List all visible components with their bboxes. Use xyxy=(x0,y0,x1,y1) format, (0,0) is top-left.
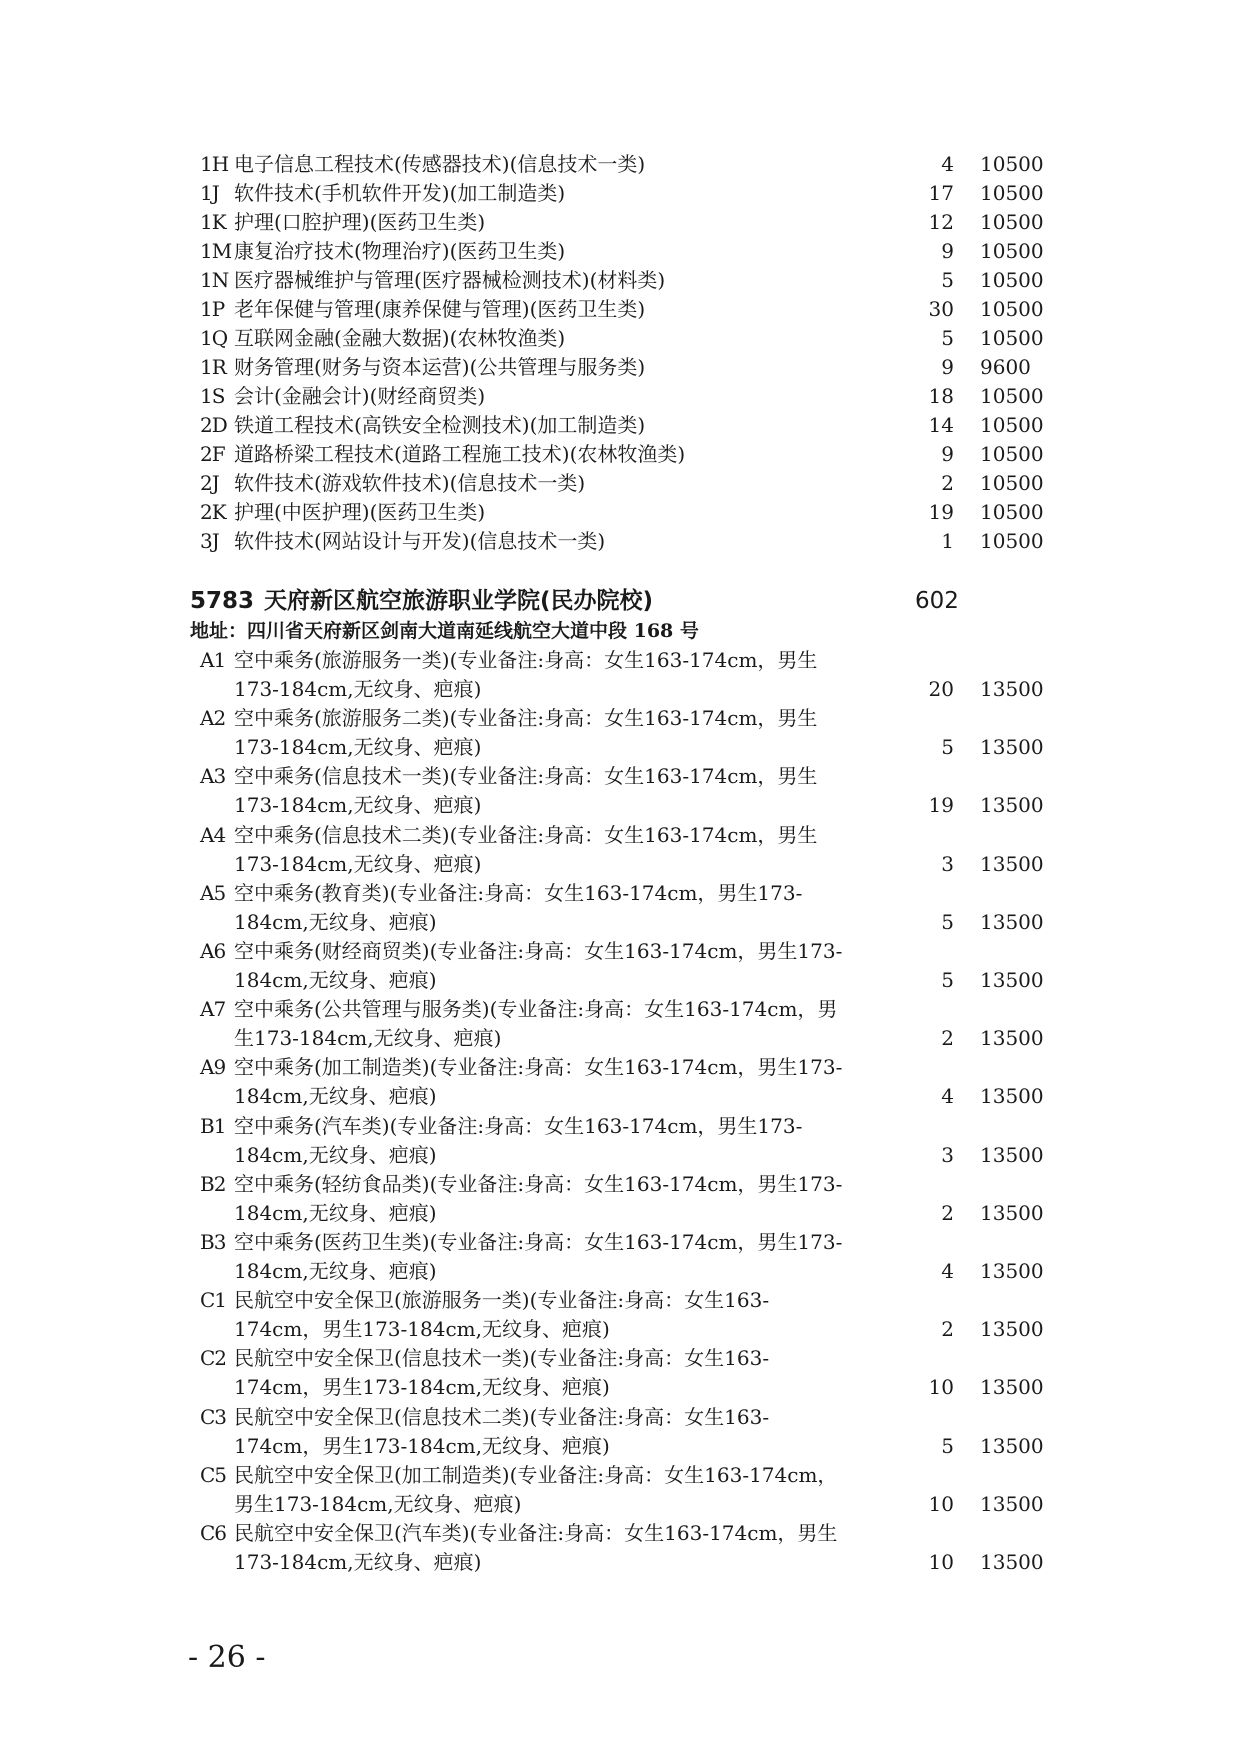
tuition-fee: 10500 xyxy=(980,268,1044,292)
program-name-line: 空中乘务(信息技术一类)(专业备注:身高：女生163-174cm，男生 xyxy=(234,764,818,789)
tuition-fee: 13500 xyxy=(980,1433,1044,1458)
program-code: 1Q xyxy=(200,326,228,350)
program-name-line: 民航空中安全保卫(信息技术二类)(专业备注:身高：女生163- xyxy=(234,1404,770,1429)
program-name-line: 软件技术(网站设计与开发)(信息技术一类) xyxy=(234,529,606,553)
program-name xyxy=(234,150,904,179)
program-code: 3J xyxy=(200,529,219,553)
program-name xyxy=(234,1228,904,1286)
program-name-line: 173-184cm,无纹身、疤痕) xyxy=(234,851,482,876)
program-name-line: 空中乘务(旅游服务一类)(专业备注:身高：女生163-174cm，男生 xyxy=(234,648,818,672)
enrollment-count: 5 xyxy=(941,909,954,934)
program-code: C6 xyxy=(200,1521,227,1545)
school-code: 5783 xyxy=(190,588,255,614)
tuition-fee: 10500 xyxy=(980,413,1044,437)
page-number: - 26 - xyxy=(188,1640,266,1675)
program-name xyxy=(234,324,904,353)
tuition-fee: 13500 xyxy=(980,909,1044,934)
tuition-fee: 13500 xyxy=(980,677,1044,701)
tuition-fee: 10500 xyxy=(980,181,1044,205)
tuition-fee: 10500 xyxy=(980,471,1044,495)
program-name xyxy=(234,821,904,879)
tuition-fee: 13500 xyxy=(980,1084,1044,1109)
tuition-fee: 13500 xyxy=(980,851,1044,876)
program-code: 1N xyxy=(200,268,229,292)
enrollment-count: 4 xyxy=(941,152,954,176)
program-name-line: 护理(中医护理)(医药卫生类) xyxy=(234,500,486,524)
enrollment-count: 9 xyxy=(941,442,954,466)
enrollment-count: 2 xyxy=(941,471,954,495)
program-name xyxy=(234,762,904,820)
school-total-count: 602 xyxy=(915,588,959,614)
enrollment-count: 30 xyxy=(928,297,954,321)
enrollment-count: 4 xyxy=(941,1084,954,1109)
tuition-fee: 10500 xyxy=(980,326,1044,350)
tuition-fee: 13500 xyxy=(980,1200,1044,1225)
enrollment-count: 9 xyxy=(941,355,954,379)
program-name-line: 道路桥梁工程技术(道路工程施工技术)(农林牧渔类) xyxy=(234,442,686,466)
tuition-fee: 10500 xyxy=(980,529,1044,553)
program-code: 2F xyxy=(200,442,225,466)
program-name-line: 173-184cm,无纹身、疤痕) xyxy=(234,735,482,760)
program-name-line: 民航空中安全保卫(加工制造类)(专业备注:身高：女生163-174cm， xyxy=(234,1462,838,1487)
tuition-fee: 10500 xyxy=(980,442,1044,466)
enrollment-count: 17 xyxy=(928,181,954,205)
program-name-line: 173-184cm,无纹身、疤痕) xyxy=(234,1550,482,1574)
enrollment-count: 19 xyxy=(928,793,954,818)
program-code: 2J xyxy=(200,471,219,495)
program-name-line: 民航空中安全保卫(汽车类)(专业备注:身高：女生163-174cm，男生 xyxy=(234,1521,838,1545)
enrollment-count: 10 xyxy=(928,1375,954,1400)
enrollment-count: 5 xyxy=(941,1433,954,1458)
program-name-line: 电子信息工程技术(传感器技术)(信息技术一类) xyxy=(234,152,646,176)
program-code: A6 xyxy=(200,939,226,963)
program-code: 1H xyxy=(200,152,229,176)
program-name xyxy=(234,295,904,324)
program-name-line: 男生173-184cm,无纹身、疤痕) xyxy=(234,1491,522,1516)
program-code: 1P xyxy=(200,297,225,321)
program-code: 1R xyxy=(200,355,226,379)
program-name xyxy=(234,995,904,1053)
program-name xyxy=(234,1053,904,1111)
program-name-line: 184cm,无纹身、疤痕) xyxy=(234,1142,437,1167)
school-heading xyxy=(190,586,1060,616)
program-code: 1S xyxy=(200,384,225,408)
program-name-line: 空中乘务(教育类)(专业备注:身高：女生163-174cm，男生173- xyxy=(234,880,803,905)
enrollment-count: 4 xyxy=(941,1259,954,1283)
tuition-fee: 13500 xyxy=(980,1259,1044,1283)
enrollment-count: 10 xyxy=(928,1550,954,1574)
program-name-line: 空中乘务(汽车类)(专业备注:身高：女生163-174cm，男生173- xyxy=(234,1113,803,1138)
program-name-line: 护理(口腔护理)(医药卫生类) xyxy=(234,210,486,234)
tuition-fee: 10500 xyxy=(980,297,1044,321)
enrollment-count: 5 xyxy=(941,268,954,292)
program-name-line: 医疗器械维护与管理(医疗器械检测技术)(材料类) xyxy=(234,268,666,292)
program-name xyxy=(234,179,904,208)
enrollment-count: 5 xyxy=(941,326,954,350)
school-address: 地址：四川省天府新区剑南大道南延线航空大道中段 168 号 xyxy=(190,620,699,642)
program-name xyxy=(234,1170,904,1228)
program-code: B3 xyxy=(200,1230,226,1254)
program-name-line: 174cm，男生173-184cm,无纹身、疤痕) xyxy=(234,1433,610,1458)
tuition-fee: 10500 xyxy=(980,210,1044,234)
program-name xyxy=(234,469,904,498)
enrollment-count: 14 xyxy=(928,413,954,437)
enrollment-count: 5 xyxy=(941,735,954,760)
program-code: 2K xyxy=(200,500,226,524)
tuition-fee: 13500 xyxy=(980,1550,1044,1574)
tuition-fee: 9600 xyxy=(980,355,1031,379)
program-name-line: 互联网金融(金融大数据)(农林牧渔类) xyxy=(234,326,566,350)
program-code: 1M xyxy=(200,239,232,263)
program-name-line: 空中乘务(医药卫生类)(专业备注:身高：女生163-174cm，男生173- xyxy=(234,1230,843,1254)
program-name xyxy=(234,208,904,237)
program-name xyxy=(234,1112,904,1170)
program-code: A7 xyxy=(200,997,226,1022)
tuition-fee: 13500 xyxy=(980,1317,1044,1342)
program-code: A1 xyxy=(200,648,226,672)
program-name xyxy=(234,1519,904,1577)
program-code: C2 xyxy=(200,1346,227,1371)
program-code: 2D xyxy=(200,413,227,437)
program-code: 1J xyxy=(200,181,219,205)
program-name-line: 174cm，男生173-184cm,无纹身、疤痕) xyxy=(234,1375,610,1400)
program-name-line: 会计(金融会计)(财经商贸类) xyxy=(234,384,486,408)
enrollment-count: 9 xyxy=(941,239,954,263)
program-name-line: 民航空中安全保卫(旅游服务一类)(专业备注:身高：女生163- xyxy=(234,1288,770,1313)
enrollment-count: 1 xyxy=(941,529,954,553)
program-code: A9 xyxy=(200,1055,226,1080)
tuition-fee: 13500 xyxy=(980,1026,1044,1051)
enrollment-count: 20 xyxy=(928,677,954,701)
program-code: C5 xyxy=(200,1462,227,1487)
program-name-line: 184cm,无纹身、疤痕) xyxy=(234,968,437,992)
program-code: A3 xyxy=(200,764,226,789)
program-name-line: 财务管理(财务与资本运营)(公共管理与服务类) xyxy=(234,355,646,379)
program-name xyxy=(234,1461,904,1519)
program-code: 1K xyxy=(200,210,226,234)
enrollment-count: 18 xyxy=(928,384,954,408)
enrollment-count: 10 xyxy=(928,1491,954,1516)
program-name-line: 软件技术(游戏软件技术)(信息技术一类) xyxy=(234,471,586,495)
enrollment-count: 19 xyxy=(928,500,954,524)
program-name-line: 生173-184cm,无纹身、疤痕) xyxy=(234,1026,502,1051)
program-name xyxy=(234,382,904,411)
program-name xyxy=(234,411,904,440)
enrollment-count: 12 xyxy=(928,210,954,234)
program-code: B1 xyxy=(200,1113,226,1138)
program-name-line: 174cm，男生173-184cm,无纹身、疤痕) xyxy=(234,1317,610,1342)
program-name xyxy=(234,1344,904,1402)
program-name-line: 184cm,无纹身、疤痕) xyxy=(234,1084,437,1109)
program-name-line: 184cm,无纹身、疤痕) xyxy=(234,909,437,934)
tuition-fee: 10500 xyxy=(980,384,1044,408)
enrollment-count: 5 xyxy=(941,968,954,992)
program-name-line: 173-184cm,无纹身、疤痕) xyxy=(234,793,482,818)
program-name xyxy=(234,440,904,469)
program-name xyxy=(234,353,904,382)
program-name-line: 康复治疗技术(物理治疗)(医药卫生类) xyxy=(234,239,566,263)
program-name-line: 184cm,无纹身、疤痕) xyxy=(234,1259,437,1283)
program-code: A2 xyxy=(200,706,226,731)
program-name xyxy=(234,1403,904,1461)
program-code: A5 xyxy=(200,880,226,905)
program-name-line: 173-184cm,无纹身、疤痕) xyxy=(234,677,482,701)
tuition-fee: 13500 xyxy=(980,1375,1044,1400)
enrollment-count: 3 xyxy=(941,851,954,876)
tuition-fee: 13500 xyxy=(980,735,1044,760)
school-name: 天府新区航空旅游职业学院(民办院校) xyxy=(264,588,654,614)
enrollment-count: 2 xyxy=(941,1026,954,1051)
program-code: C3 xyxy=(200,1404,227,1429)
enrollment-count: 2 xyxy=(941,1317,954,1342)
program-name-line: 铁道工程技术(高铁安全检测技术)(加工制造类) xyxy=(234,413,646,437)
program-name xyxy=(234,1286,904,1344)
program-name-line: 软件技术(手机软件开发)(加工制造类) xyxy=(234,181,566,205)
program-name-line: 184cm,无纹身、疤痕) xyxy=(234,1200,437,1225)
program-name xyxy=(234,704,904,762)
program-name xyxy=(234,527,904,556)
tuition-fee: 10500 xyxy=(980,152,1044,176)
program-code: C1 xyxy=(200,1288,227,1313)
program-code: A4 xyxy=(200,822,226,847)
tuition-fee: 13500 xyxy=(980,793,1044,818)
program-name-line: 空中乘务(财经商贸类)(专业备注:身高：女生163-174cm，男生173- xyxy=(234,939,843,963)
tuition-fee: 13500 xyxy=(980,1142,1044,1167)
program-name-line: 空中乘务(加工制造类)(专业备注:身高：女生163-174cm，男生173- xyxy=(234,1055,843,1080)
tuition-fee: 13500 xyxy=(980,968,1044,992)
program-name-line: 空中乘务(旅游服务二类)(专业备注:身高：女生163-174cm，男生 xyxy=(234,706,818,731)
program-name-line: 空中乘务(信息技术二类)(专业备注:身高：女生163-174cm，男生 xyxy=(234,822,818,847)
program-name-line: 民航空中安全保卫(信息技术一类)(专业备注:身高：女生163- xyxy=(234,1346,770,1371)
program-name xyxy=(234,937,904,995)
tuition-fee: 10500 xyxy=(980,239,1044,263)
program-name-line: 空中乘务(轻纺食品类)(专业备注:身高：女生163-174cm，男生173- xyxy=(234,1171,843,1196)
program-name xyxy=(234,879,904,937)
tuition-fee: 10500 xyxy=(980,500,1044,524)
program-name xyxy=(234,237,904,266)
program-name xyxy=(234,646,904,704)
program-code: B2 xyxy=(200,1171,226,1196)
tuition-fee: 13500 xyxy=(980,1491,1044,1516)
program-name-line: 老年保健与管理(康养保健与管理)(医药卫生类) xyxy=(234,297,646,321)
program-name xyxy=(234,498,904,527)
enrollment-count: 2 xyxy=(941,1200,954,1225)
program-name-line: 空中乘务(公共管理与服务类)(专业备注:身高：女生163-174cm，男 xyxy=(234,997,838,1022)
program-name xyxy=(234,266,904,295)
enrollment-count: 3 xyxy=(941,1142,954,1167)
